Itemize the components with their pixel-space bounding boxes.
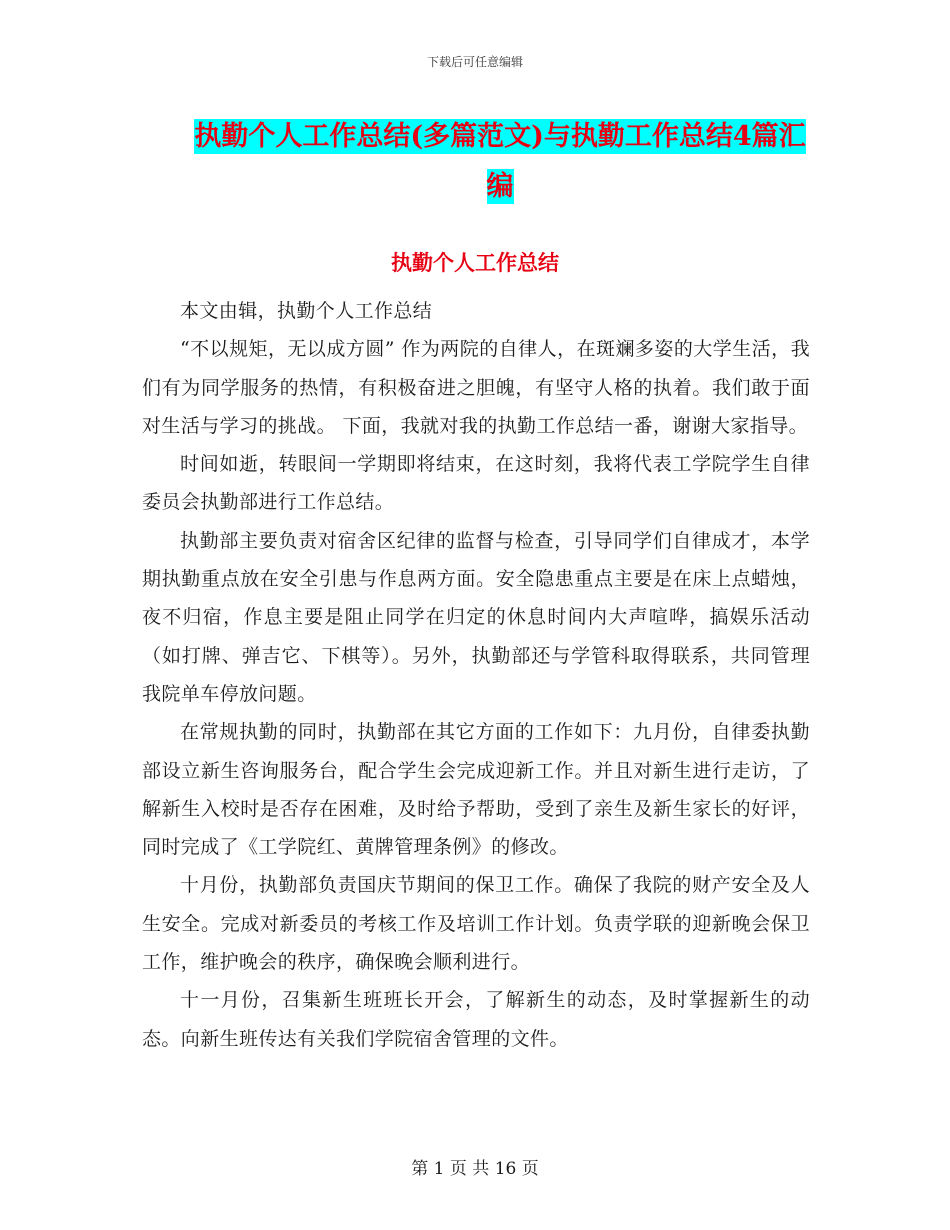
document-body: [142, 292, 810, 1058]
paragraph: 十月份，执勤部负责国庆节期间的保卫工作。确保了我院的财产安全及人生安全。完成对新委员的考核工作及培训工作计划。负责学联的迎新晚会保卫工作，维护晚会的秩序，确保晚会顺利进行。: [142, 874, 810, 974]
section-title: 执勤个人工作总结: [391, 250, 559, 275]
page-number: 第 1 页 共 16 页: [411, 1159, 539, 1179]
paragraph: 在常规执勤的同时，执勤部在其它方面的工作如下：九月份，自律委执勤部设立新生咨询服务台，配合学生会完成迎新工作。并且对新生进行走访，了解新生入校时是否存在困难，及时给予帮助，受到了亲生及新生家长的好评，同时完成了《工学院红、黄牌管理条例》的修改。: [142, 721, 810, 859]
paragraph: 时间如逝，转眼间一学期即将结束，在这时刻，我将代表工学院学生自律委员会执勤部进行工作总结。: [142, 453, 810, 514]
header-note: 下载后可任意编辑: [426, 55, 523, 69]
paragraph: 执勤部主要负责对宿舍区纪律的监督与检查，引导同学们自律成才，本学期执勤重点放在安全引患与作息两方面。安全隐患重点主要是在床上点蜡烛，夜不归宿，作息主要是阻止同学在归定的休息时间内大声喧哗，搞娱乐活动（如打牌、弹吉它、下棋等）。另外，执勤部还与学管科取得联系，共同管理我院单车停放问题。: [142, 529, 810, 705]
paragraph: “不以规矩，无以成方圆” 作为两院的自律人，在斑斓多姿的大学生活，我们有为同学服务的热情，有积极奋进之胆魄，有坚守人格的执着。我们敢于面对生活与学习的挑战。 下面，我就对我的执勤工作总结一番，谢谢大家指导。: [142, 338, 810, 437]
document-title-line2: 编: [486, 171, 514, 202]
document-title: [190, 112, 810, 212]
paragraph: 十一月份，召集新生班班长开会，了解新生的动态，及时掌握新生的动态。向新生班传达有关我们学院宿舍管理的文件。: [142, 989, 810, 1050]
paragraph: 本文由辑，执勤个人工作总结: [180, 300, 433, 322]
document-title-line1: 执勤个人工作总结(多篇范文)与执勤工作总结4篇汇: [194, 121, 806, 152]
